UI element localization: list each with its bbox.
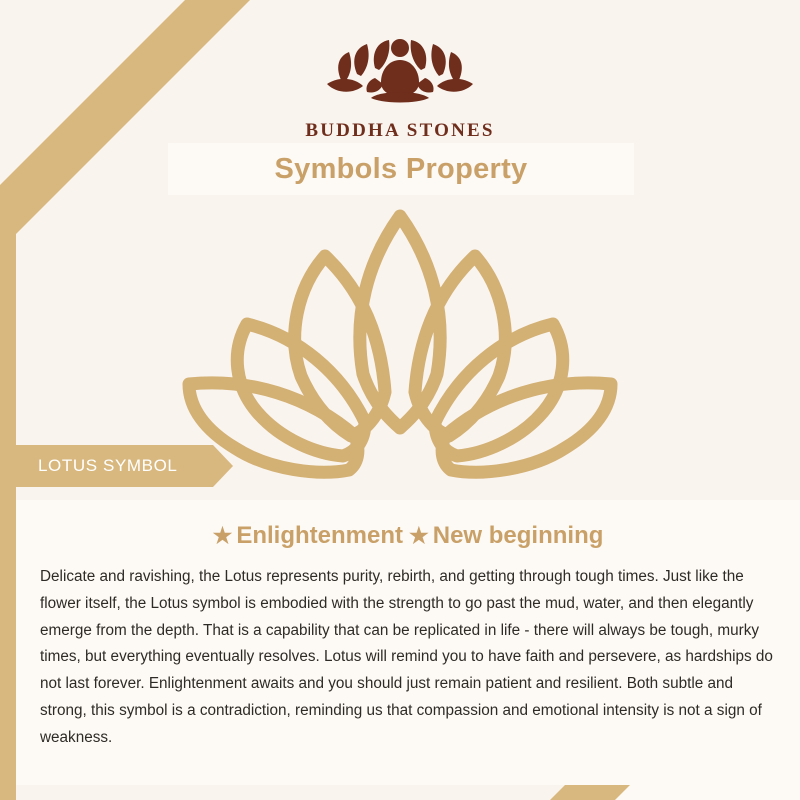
headline-part-enlightenment: Enlightenment: [236, 522, 403, 549]
ribbon-label: LOTUS SYMBOL: [38, 456, 178, 475]
headline-part-new-beginning: New beginning: [432, 522, 604, 549]
lotus-meditation-figure-icon: [305, 18, 495, 118]
description-panel: [16, 500, 800, 785]
body-paragraph: Delicate and ravishing, the Lotus represents purity, rebirth, and getting through tough times. Just like the flower itself, the Lotus symbol is embodied with the strength to go past the mud, water, and then elegantly emerge from the depth. That is a capability that can be replicated in life - there will always be tough, murky times, but everything eventually resolves. Lotus will remind you to have faith and persevere, as hardships do not last forever. Enlightenment awaits and you should just remain patient and resilient. Both subtle and strong, this symbol is a contradiction, reminding us that compassion and emotional intensity is not a sign of weakness.: [40, 568, 773, 746]
lotus-watermark: [165, 196, 635, 486]
brand-name: BUDDHA STONES: [305, 120, 495, 141]
headline: [16, 522, 800, 550]
star-icon-left: ★: [212, 523, 233, 548]
star-icon-middle: ★: [409, 523, 429, 548]
lotus-flower-icon: [165, 196, 635, 486]
lotus-symbol-ribbon: [16, 445, 213, 487]
page-title: Symbols Property: [274, 152, 528, 185]
brand-block: [0, 18, 800, 142]
title-band: [168, 143, 634, 195]
